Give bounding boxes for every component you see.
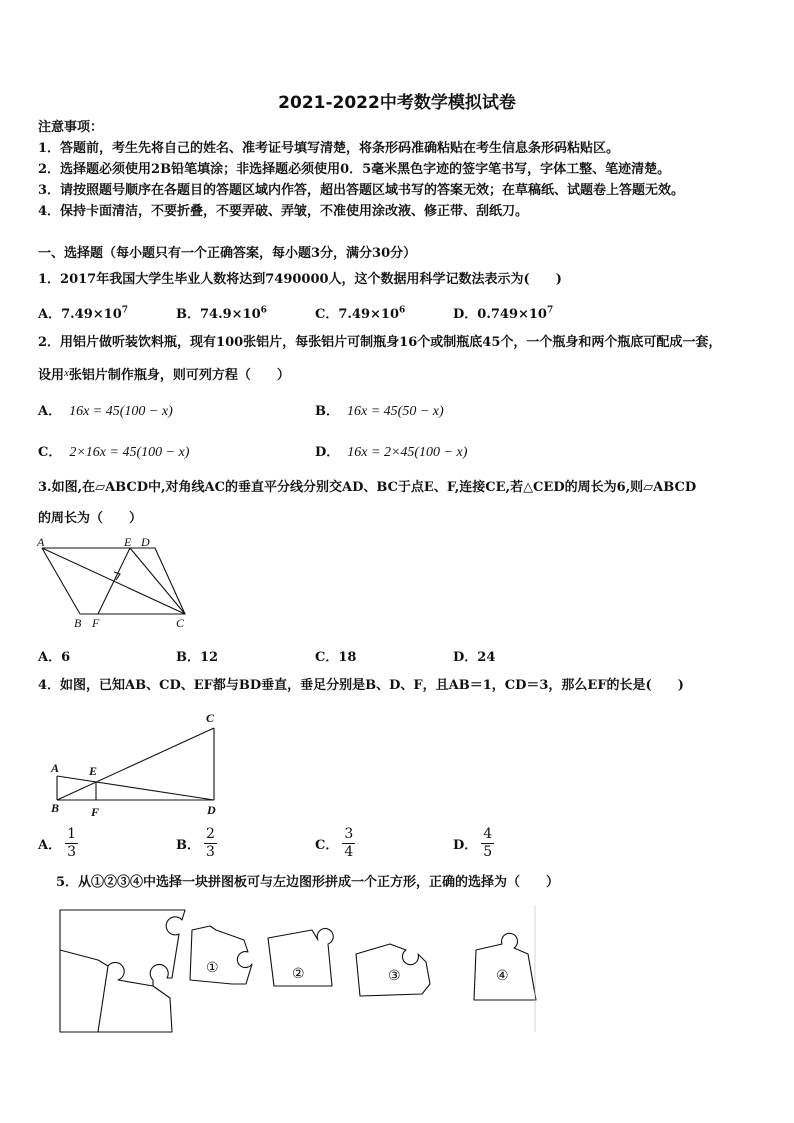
- q2-option-a-expr: 16x = 45(100 − x): [69, 404, 173, 419]
- q1-option-b[interactable]: [176, 303, 267, 322]
- q1-option-b-label: B．: [176, 307, 200, 322]
- label-f: F: [92, 616, 100, 630]
- q4-option-a-numerator: 1: [67, 826, 77, 842]
- segment-ad: [57, 776, 214, 800]
- q2-option-d-expr: 16x = 2×45(100 − x): [347, 445, 468, 460]
- question-1-text: 1．2017年我国大学生毕业人数将达到7490000人，这个数据用科学记数法表示为( ): [38, 272, 562, 287]
- q4-option-c[interactable]: [315, 826, 355, 861]
- label-f: F: [91, 805, 100, 819]
- label-d: D: [207, 803, 216, 817]
- q2-option-b[interactable]: [315, 400, 444, 420]
- notice-item-4: 4．保持卡面清洁，不要折叠，不要弄破、弄皱，不准使用涂改液、修正带、刮纸刀。: [38, 204, 529, 219]
- left-figure-cut-2: [98, 966, 108, 1032]
- left-figure-outline: [60, 910, 185, 1032]
- q1-option-c-exp: 6: [399, 305, 406, 316]
- notice-item-1: 1．答题前，考生先将自己的姓名、准考证号填写清楚，将条形码准确粘贴在考生信息条形码粘贴区。: [38, 141, 620, 156]
- q4-option-b[interactable]: [176, 826, 217, 861]
- q2-option-c[interactable]: [38, 441, 189, 461]
- parallelogram-figure: [30, 534, 200, 630]
- q4-option-a-denominator: 3: [67, 844, 77, 860]
- question-3-line-2: 的周长为（ ）: [38, 511, 143, 526]
- segment-ce: [130, 548, 185, 614]
- q3-option-a-value: 6: [61, 650, 71, 665]
- q3-option-c-value: 18: [338, 650, 357, 665]
- q2-line2-pre: 设用: [38, 368, 65, 383]
- q1-option-a-base: 7.49×10: [61, 307, 122, 322]
- label-e: E: [124, 535, 132, 549]
- q1-option-d[interactable]: [453, 303, 553, 322]
- q2-option-d[interactable]: [315, 441, 467, 461]
- puzzle-figure: [50, 900, 545, 1040]
- q3-option-b[interactable]: [176, 646, 218, 665]
- q4-option-c-denominator: 4: [344, 844, 354, 860]
- question-5-text: 5．从①②③④中选择一块拼图板可与左边图形拼成一个正方形，正确的选择为（ ）: [56, 875, 560, 890]
- notice-item-2: 2．选择题必须使用2B铅笔填涂；非选择题必须使用0．5毫米黑色字迹的签字笔书写，字体工整、笔迹清楚。: [38, 162, 671, 177]
- q3-option-d[interactable]: [453, 646, 495, 665]
- q4-option-c-label: C．: [315, 838, 339, 853]
- piece-label-2: ②: [292, 967, 305, 982]
- q1-option-c-label: C．: [315, 307, 339, 322]
- q4-option-c-numerator: 3: [344, 826, 354, 842]
- q4-option-b-denominator: 3: [206, 844, 215, 860]
- question-2-line-2: [38, 363, 290, 386]
- segment-bc: [57, 728, 214, 800]
- puzzle-piece-1: [190, 926, 252, 984]
- q3-option-b-label: B．: [176, 650, 200, 665]
- label-c: C: [176, 616, 185, 630]
- q1-option-c-base: 7.49×10: [338, 307, 400, 322]
- q4-option-d-numerator: 4: [483, 826, 493, 842]
- notice-item-3: 3．请按照题号顺序在各题目的答题区域内作答，超出答题区域书写的答案无效；在草稿纸、试题卷上答题无效。: [38, 183, 685, 198]
- question-3-line-1: 3.如图,在▱ABCD中,对角线AC的垂直平分线分别交AD、BC于点E、F,连接CE,若△CED的周长为6,则▱ABCD: [38, 480, 697, 495]
- q4-option-d[interactable]: [453, 826, 494, 861]
- perpendicular-bisector-ef: [98, 548, 130, 614]
- q4-option-a-label: A．: [38, 838, 62, 853]
- q2-variable: x: [64, 367, 69, 379]
- q4-option-a[interactable]: [38, 826, 78, 861]
- label-b: B: [51, 801, 60, 815]
- q2-line2-post: 张铝片制作瓶身，则可列方程（ ）: [68, 368, 290, 383]
- q2-option-b-expr: 16x = 45(50 − x): [347, 404, 444, 419]
- q1-option-a[interactable]: [38, 303, 128, 322]
- label-a: A: [37, 535, 45, 549]
- q4-option-b-label: B．: [176, 838, 200, 853]
- piece-label-3: ③: [388, 969, 401, 984]
- q2-option-a-label: A．: [38, 404, 62, 419]
- q3-option-c[interactable]: [315, 646, 356, 665]
- left-figure-cut-1: [60, 950, 153, 986]
- notice-heading: 注意事项：: [38, 120, 104, 135]
- perpendicular-lines-figure: [40, 704, 240, 820]
- q1-option-c[interactable]: [315, 303, 405, 322]
- q4-option-d-denominator: 5: [483, 844, 493, 860]
- label-c: C: [206, 711, 215, 725]
- label-b: B: [74, 616, 82, 630]
- q2-option-c-expr: 2×16x = 45(100 − x): [69, 445, 190, 460]
- q2-option-d-label: D．: [315, 445, 340, 460]
- q4-option-d-label: D．: [453, 838, 478, 853]
- q3-option-a[interactable]: [38, 646, 70, 665]
- q1-option-a-exp: 7: [121, 305, 129, 316]
- q2-option-a[interactable]: [38, 400, 173, 420]
- label-e: E: [89, 764, 98, 778]
- q1-option-d-base: 0.749×10: [477, 307, 547, 322]
- piece-label-1: ①: [206, 961, 219, 976]
- q2-option-c-label: C．: [38, 445, 62, 460]
- q3-option-c-label: C．: [315, 650, 339, 665]
- label-a: A: [51, 761, 60, 775]
- q2-option-b-label: B．: [315, 404, 339, 419]
- question-2-line-1: 2．用铝片做听装饮料瓶，现有100张铝片，每张铝片可制瓶身16个或制瓶底45个，一个瓶身和两个瓶底可配成一套，: [38, 335, 722, 350]
- piece-label-4: ④: [496, 969, 509, 984]
- q1-option-b-exp: 6: [260, 305, 267, 316]
- section-heading: 一、选择题（每小题只有一个正确答案，每小题3分，满分30分）: [38, 246, 417, 261]
- q4-option-b-numerator: 2: [206, 826, 215, 842]
- q3-option-a-label: A．: [38, 650, 62, 665]
- q1-option-b-base: 74.9×10: [200, 307, 261, 322]
- puzzle-piece-4: [474, 933, 536, 1000]
- q1-option-d-label: D．: [453, 307, 478, 322]
- q3-option-d-label: D．: [453, 650, 478, 665]
- q1-option-d-exp: 7: [546, 305, 554, 316]
- label-d: D: [141, 535, 150, 549]
- q1-option-a-label: A．: [38, 307, 62, 322]
- q3-option-b-value: 12: [200, 650, 219, 665]
- page-title: 2021-2022中考数学模拟试卷: [278, 93, 516, 113]
- q3-option-d-value: 24: [477, 650, 496, 665]
- question-4-text: 4．如图，已知AB、CD、EF都与BD垂直，垂足分别是B、D、F，且AB＝1，CD＝3，那么EF的长是( ): [38, 678, 684, 693]
